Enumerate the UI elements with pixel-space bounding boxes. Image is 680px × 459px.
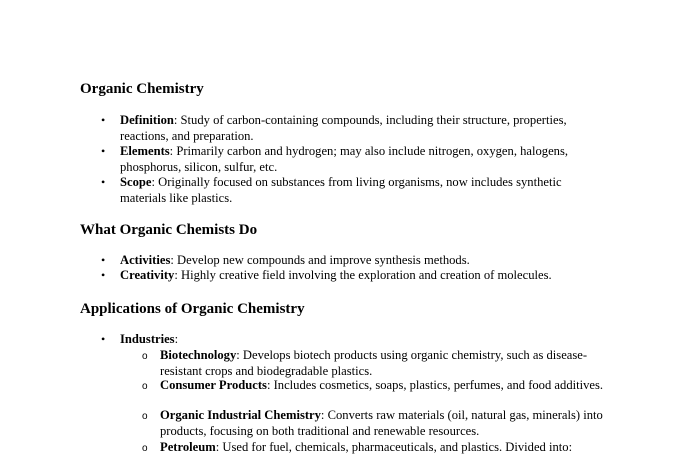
circle-bullet-icon: o: [142, 411, 148, 422]
list-item-creativity: [101, 268, 610, 284]
term-label: Elements: [120, 144, 170, 158]
sub-list-item-consumer-products: [142, 378, 610, 394]
term-description: : Originally focused on substances from living organisms, now includes synthetic materials like plastics.: [120, 175, 562, 205]
term-label: Petroleum: [160, 440, 216, 454]
sub-list-item-organic-industrial-chemistry: [142, 408, 610, 439]
section-heading-what-organic-chemists-do: What Organic Chemists Do: [80, 222, 258, 238]
term-description: : Converts raw materials (oil, natural gas, minerals) into products, focusing on both traditional and renewable resources.: [160, 408, 603, 438]
list-item-definition: [101, 113, 610, 144]
term-label: Organic Industrial Chemistry: [160, 408, 321, 422]
term-label: Scope: [120, 175, 152, 189]
bullet-icon: •: [101, 113, 106, 127]
term-description: : Study of carbon-containing compounds, including their structure, properties, reactions, and preparation.: [120, 113, 567, 143]
term-label: Consumer Products: [160, 378, 267, 392]
list-item-scope: [101, 175, 610, 206]
section-heading-applications: Applications of Organic Chemistry: [80, 301, 305, 317]
bullet-icon: •: [101, 175, 106, 189]
term-description: :: [174, 332, 179, 346]
term-description: : Includes cosmetics, soaps, plastics, perfumes, and food additives.: [266, 378, 604, 392]
sub-list-item-petroleum: [142, 440, 610, 456]
list-item-industries: [101, 332, 610, 348]
term-label: Industries: [120, 332, 175, 346]
term-description: : Develops biotech products using organic chemistry, such as disease-resistant crops and biodegradable plastics.: [160, 348, 588, 378]
term-description: : Used for fuel, chemicals, pharmaceuticals, and plastics. Divided into:: [215, 440, 573, 454]
term-label: Activities: [120, 253, 171, 267]
bullet-icon: •: [101, 144, 106, 158]
list-item-elements: [101, 144, 610, 175]
term-description: : Highly creative field involving the exploration and creation of molecules.: [174, 268, 552, 282]
bullet-icon: •: [101, 332, 106, 346]
bullet-icon: •: [101, 253, 106, 267]
term-description: : Primarily carbon and hydrogen; may also include nitrogen, oxygen, halogens, phosphorus, silicon, sulfur, etc.: [120, 144, 569, 174]
bullet-icon: •: [101, 268, 106, 282]
list-item-activities: [101, 253, 610, 269]
term-label: Biotechnology: [160, 348, 237, 362]
circle-bullet-icon: o: [142, 381, 148, 392]
term-label: Definition: [120, 113, 174, 127]
term-description: : Develop new compounds and improve synthesis methods.: [170, 253, 470, 267]
section-heading-organic-chemistry: Organic Chemistry: [80, 81, 204, 97]
sub-list-item-biotechnology: [142, 348, 610, 379]
circle-bullet-icon: o: [142, 351, 148, 362]
circle-bullet-icon: o: [142, 443, 148, 454]
term-label: Creativity: [120, 268, 175, 282]
